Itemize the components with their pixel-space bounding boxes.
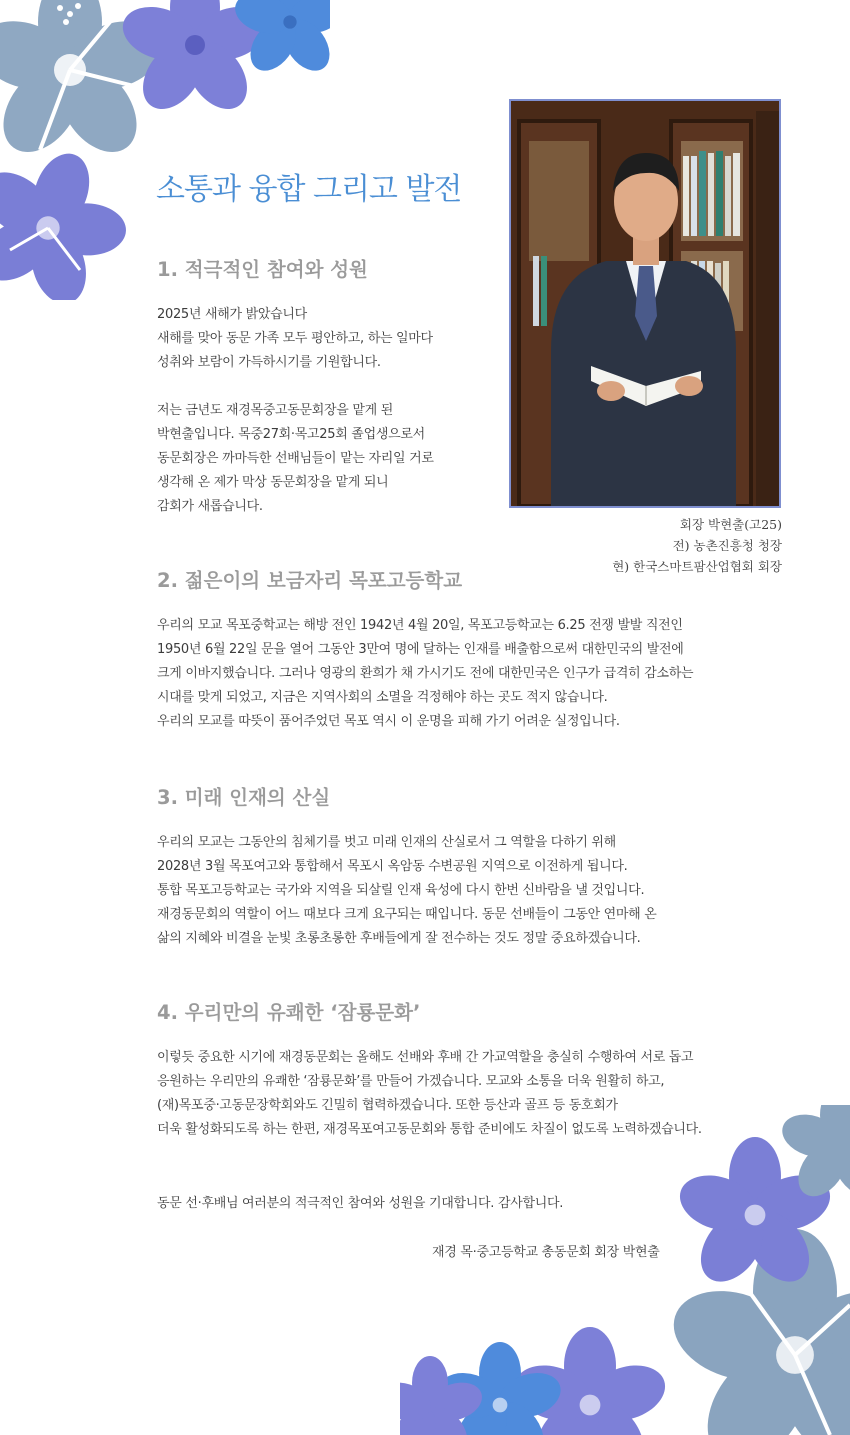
body-line: 성취와 보람이 가득하시기를 기원합니다. [157, 355, 381, 370]
section-heading-4: 4. 우리만의 유쾌한 ‘잠룡문화’ [157, 1001, 421, 1024]
body-line: 크게 이바지했습니다. 그러나 영광의 환희가 채 가시기도 전에 대한민국은 인구가 급격히 감소하는 [157, 666, 694, 681]
body-line: 통합 목포고등학교는 국가와 지역을 되살릴 인재 육성에 다시 한번 신바람을 낼 것입니다. [157, 883, 645, 898]
blue-flower-icon [230, 0, 330, 79]
purple-flower-bottom-mid-icon [508, 1327, 672, 1435]
section-heading-1: 1. 적극적인 참여와 성원 [157, 258, 368, 281]
body-line [157, 375, 434, 399]
body-line: 저는 금년도 재경목중고동문회장을 맡게 된 [157, 403, 393, 418]
body-line: 2025년 새해가 밝았습니다 [157, 307, 307, 322]
body-line: 새해를 맞아 동문 가족 모두 평안하고, 하는 일마다 [157, 331, 433, 346]
body-line: 시대를 맞게 되었고, 지금은 지역사회의 소멸을 걱정해야 하는 곳도 적지 않습니다. [157, 690, 608, 705]
body-line: 우리의 모교 목포중학교는 해방 전인 1942년 4월 20일, 목포고등학교는 6.25 전쟁 발발 직전인 [157, 618, 683, 633]
section-body-4 [157, 1046, 702, 1142]
section-body-1 [157, 303, 434, 519]
purple-flower-icon [116, 0, 274, 120]
gray-flower-bottom-icon [662, 1229, 850, 1435]
section-heading-3: 3. 미래 인재의 산실 [157, 786, 331, 809]
caption-former-title: 전) 농촌진흥청 청장 [672, 538, 782, 553]
body-line: 생각해 온 제가 막상 동문회장을 맡게 되니 [157, 475, 389, 490]
section-body-2 [157, 614, 693, 734]
caption-name: 회장 박현출(고25) [679, 517, 782, 532]
body-line: 우리의 모교를 따뜻이 품어주었던 목포 역시 이 운명을 피해 가기 어려운 실정입니다. [157, 714, 620, 729]
flower-decoration-bottom [400, 1105, 850, 1435]
body-line: 동문회장은 까마득한 선배님들이 맡는 자리일 거로 [157, 451, 434, 466]
portrait-illustration [511, 101, 779, 506]
purple-flower-far-left-icon [400, 1356, 487, 1435]
body-line: 삶의 지혜와 비결을 눈빛 초롱초롱한 후배들에게 잘 전수하는 것도 정말 중요하겠습니다. [157, 931, 641, 946]
body-line: 이렇듯 중요한 시기에 재경동문회는 올해도 선배와 후배 간 가교역할을 충실히 수행하여 서로 돕고 [157, 1050, 694, 1065]
body-line: 재경동문회의 역할이 어느 때보다 크게 요구되는 때입니다. 동문 선배들이 그동안 연마해 온 [157, 907, 657, 922]
gray-flower-small-icon [777, 1105, 850, 1205]
closing-line: 동문 선·후배님 여러분의 적극적인 참여와 성원을 기대합니다. 감사합니다. [157, 1196, 564, 1211]
caption-current-title: 현) 한국스마트팜산업협회 회장 [612, 559, 782, 574]
body-line: 박현출입니다. 목중27회·목고25회 졸업생으로서 [157, 427, 425, 442]
section-body-3 [157, 831, 657, 951]
body-line: 감회가 새롭습니다. [157, 499, 263, 514]
president-photo [509, 99, 781, 508]
section-heading-2: 2. 젊은이의 보금자리 목포고등학교 [157, 569, 463, 592]
body-line: 2028년 3월 목포여고와 통합해서 목포시 옥암동 수변공원 지역으로 이전하게 됩니다. [157, 859, 628, 874]
gray-flower-icon [0, 0, 171, 166]
closing-text [157, 1192, 563, 1216]
body-line: 더욱 활성화되도록 하는 한편, 재경목포여고동문회와 통합 준비에도 차질이 없도록 노력하겠습니다. [157, 1122, 702, 1137]
body-line: 1950년 6월 22일 문을 열어 그동안 3만여 명에 달하는 인재를 배출함으로써 대한민국의 발전에 [157, 642, 684, 657]
blue-flower-bottom-icon [434, 1342, 567, 1435]
photo-caption [612, 514, 782, 577]
page-title: 소통과 융합 그리고 발전 [156, 172, 462, 207]
body-line: 우리의 모교는 그동안의 침체기를 벗고 미래 인재의 산실로서 그 역할을 다하기 위해 [157, 835, 616, 850]
purple-flower-bottom-icon [673, 1137, 837, 1293]
body-line: (재)목포중·고동문장학회와도 긴밀히 협력하겠습니다. 또한 등산과 골프 등 동호회가 [157, 1098, 618, 1113]
purple-flower-left-icon [0, 127, 152, 300]
body-line: 응원하는 우리만의 유쾌한 ‘잠룡문화’를 만들어 가겠습니다. 모교와 소통을 더욱 원활히 하고, [157, 1074, 665, 1089]
signature: 재경 목·중고등학교 총동문회 회장 박현출 [432, 1245, 660, 1260]
